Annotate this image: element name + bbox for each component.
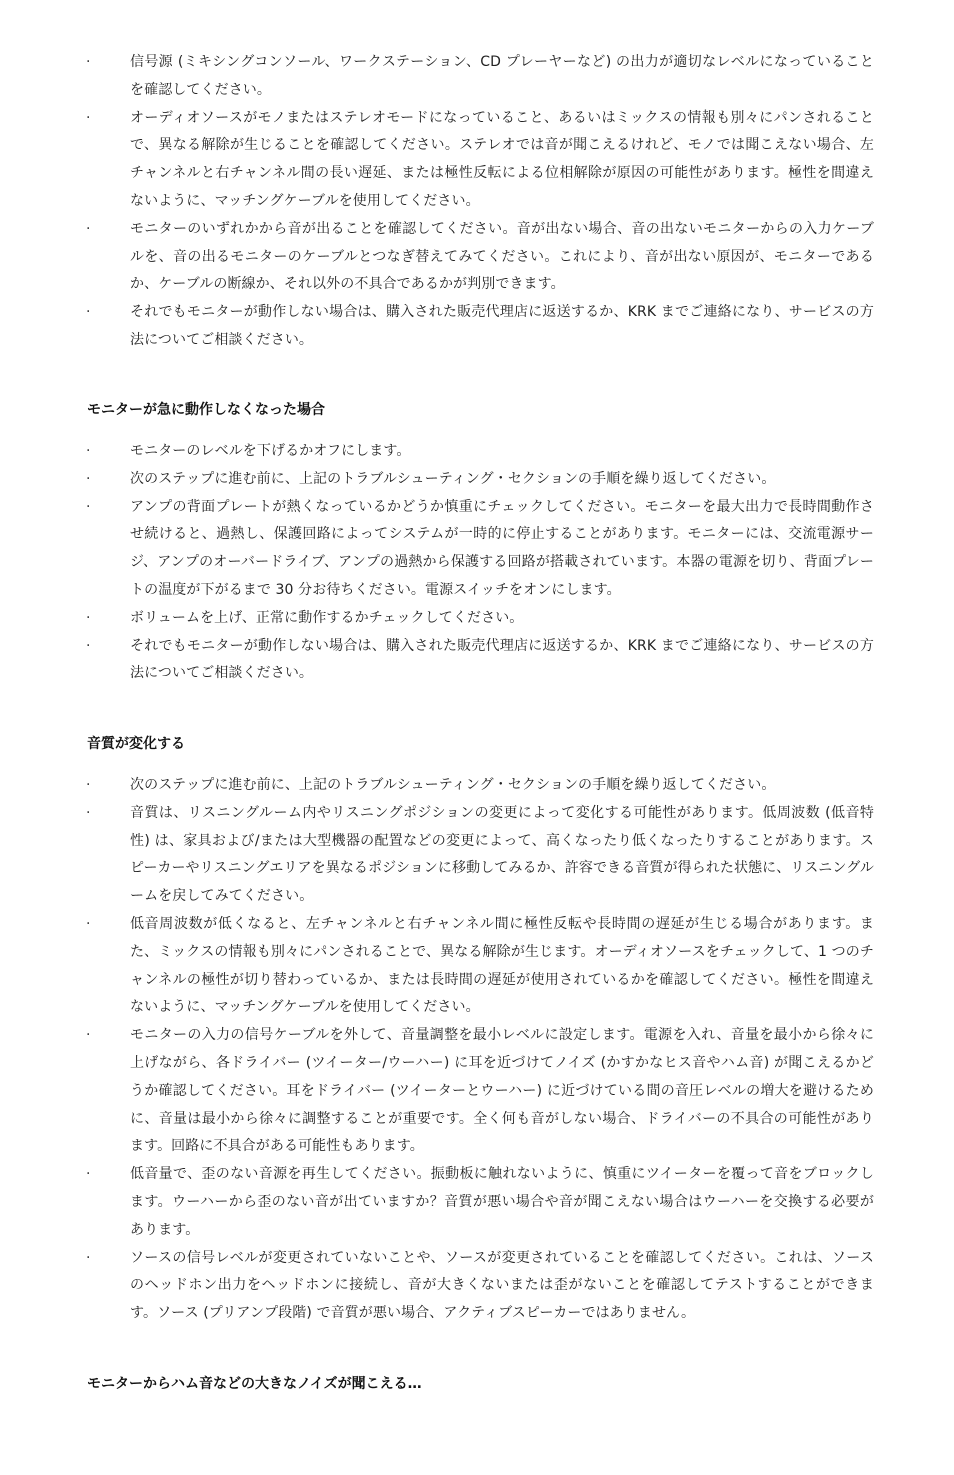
bullet: · — [86, 54, 91, 70]
list-item — [84, 299, 874, 355]
bullet: · — [86, 1166, 91, 1183]
bullet: · — [86, 1027, 91, 1044]
list-item — [84, 772, 874, 800]
bullet: · — [86, 220, 91, 237]
list-item-text: 低音量で、歪のない音源を再生してください。振動板に触れないように、慎重にツイーターを覆って音をブロックします。ウーハーから歪のない音が出ていますか？音質が悪い場合や音が聞こえない場合はウーハーを交換する必要があります。 — [130, 1166, 874, 1238]
list-item — [84, 49, 874, 105]
bullet: · — [86, 470, 91, 487]
list-item-text: モニターのレベルを下げるかオフにします。 — [130, 443, 411, 459]
bullet: · — [86, 804, 91, 821]
list-item-text: ボリュームを上げ、正常に動作するかチェックしてください。 — [130, 609, 524, 626]
bullet: · — [86, 443, 91, 459]
bullet: · — [86, 915, 91, 932]
list-item — [84, 800, 874, 911]
list-item-text: アンプの背面プレートが熱くなっているかどうか慎重にチェックしてください。モニターを最大出力で長時間動作させ続けると、過熱し、保護回路によってシステムが一時的に停止することがあります。モニターには、交流電源サージ、アンプのオーバードライブ、アンプの過熱から保護する回路が搭載されています。本器の電源を切り、背面プレートの温度が下がるまで 30 分お待ちください。電源スイッチをオンにします。 — [130, 498, 874, 598]
bullet: · — [86, 304, 91, 321]
list-item — [84, 105, 874, 216]
list-item — [84, 466, 874, 494]
troubleshooting-list-sudden-stop — [84, 438, 874, 688]
list-item-text: 次のステップに進む前に、上記のトラブルシューティング・セクションの手順を繰り返してください。 — [130, 777, 776, 793]
troubleshooting-list-sound-quality — [84, 772, 874, 1328]
list-item — [84, 1161, 874, 1244]
list-item-text: 信号源 (ミキシングコンソール、ワークステーション、CD プレーヤーなど) の出力が適切なレベルになっていることを確認してください。 — [130, 54, 874, 98]
section-heading: モニターが急に動作しなくなった場合 — [87, 402, 325, 418]
list-item-text: モニターの入力の信号ケーブルを外して、音量調整を最小レベルに設定します。電源を入れ、音量を最小から徐々に上げながら、各ドライバー (ツイーター/ウーハー) に耳を近づけてノイズ (かすかなヒス音やハム音) が聞こえるかどうか確認してください。耳をドライバー (ツイーターとウーハー) に近づけている間の音圧レベルの増大を避けるために、音量は最小から徐々に調整することが重要です。全く何も音がしない場合、ドライバーの不具合の可能性があります。回路に不具合がある可能性もあります。 — [130, 1027, 874, 1155]
bullet: · — [86, 609, 91, 626]
section-heading: モニターからハム音などの大きなノイズが聞こえる… — [87, 1376, 422, 1392]
list-item-text: モニターのいずれかから音が出ることを確認してください。音が出ない場合、音の出ないモニターからの入力ケーブルを、音の出るモニターのケーブルとつなぎ替えてみてください。これにより、音が出ない原因が、モニターであるか、ケーブルの断線か、それ以外の不具合であるかが判別できます。 — [130, 220, 874, 293]
list-item-text: それでもモニターが動作しない場合は、購入された販売代理店に返送するか、KRK までご連絡になり、サービスの方法についてご相談ください。 — [130, 304, 874, 348]
bullet: · — [86, 637, 91, 654]
list-item — [84, 1245, 874, 1328]
list-item — [84, 438, 874, 466]
list-item — [84, 1022, 874, 1161]
list-item-text: 低音周波数が低くなると、左チャンネルと右チャンネル間に極性反転や長時間の遅延が生じる場合があります。また、ミックスの情報も別々にパンされることで、異なる解除が生じます。オーディオソースをチェックして、1 つのチャンネルの極性が切り替わっているか、または長時間の遅延が使用されているかを確認してください。極性を間違えないように、マッチングケーブルを使用してください。 — [130, 915, 874, 1016]
list-item-text: 次のステップに進む前に、上記のトラブルシューティング・セクションの手順を繰り返してください。 — [130, 470, 776, 487]
troubleshooting-list-general — [84, 49, 874, 355]
list-item — [84, 633, 874, 689]
bullet: · — [86, 1249, 91, 1266]
list-item — [84, 494, 874, 605]
list-item — [84, 911, 874, 1022]
list-item-text: ソースの信号レベルが変更されていないことや、ソースが変更されていることを確認してください。これは、ソースのヘッドホン出力をヘッドホンに接続し、音が大きくないまたは歪がないことを確認してテストすることができます。ソース (プリアンプ段階) で音質が悪い場合、アクティブスピーカーではありません。 — [130, 1249, 874, 1322]
list-item-text: 音質は、リスニングルーム内やリスニングポジションの変更によって変化する可能性があります。低周波数 (低音特性) は、家具および/または大型機器の配置などの変更によって、高くなったり低くなったりすることがあります。スピーカーやリスニングエリアを異なるポジションに移動してみるか、許容できる音質が得られた状態に、リスニングルームを戻してみてください。 — [130, 804, 875, 905]
bullet: · — [86, 777, 91, 793]
list-item-text: オーディオソースがモノまたはステレオモードになっていること、あるいはミックスの情報も別々にパンされることで、異なる解除が生じることを確認してください。ステレオでは音が聞こえるけれど、モノでは聞こえない場合、左チャンネルと右チャンネル間の長い遅延、または極性反転による位相解除が原因の可能性があります。極性を間違えないように、マッチングケーブルを使用してください。 — [130, 109, 874, 209]
bullet: · — [86, 109, 91, 126]
section-heading: 音質が変化する — [87, 736, 185, 752]
list-item — [84, 605, 874, 633]
list-item-text: それでもモニターが動作しない場合は、購入された販売代理店に返送するか、KRK までご連絡になり、サービスの方法についてご相談ください。 — [130, 637, 874, 682]
list-item — [84, 216, 874, 299]
bullet: · — [86, 498, 91, 515]
